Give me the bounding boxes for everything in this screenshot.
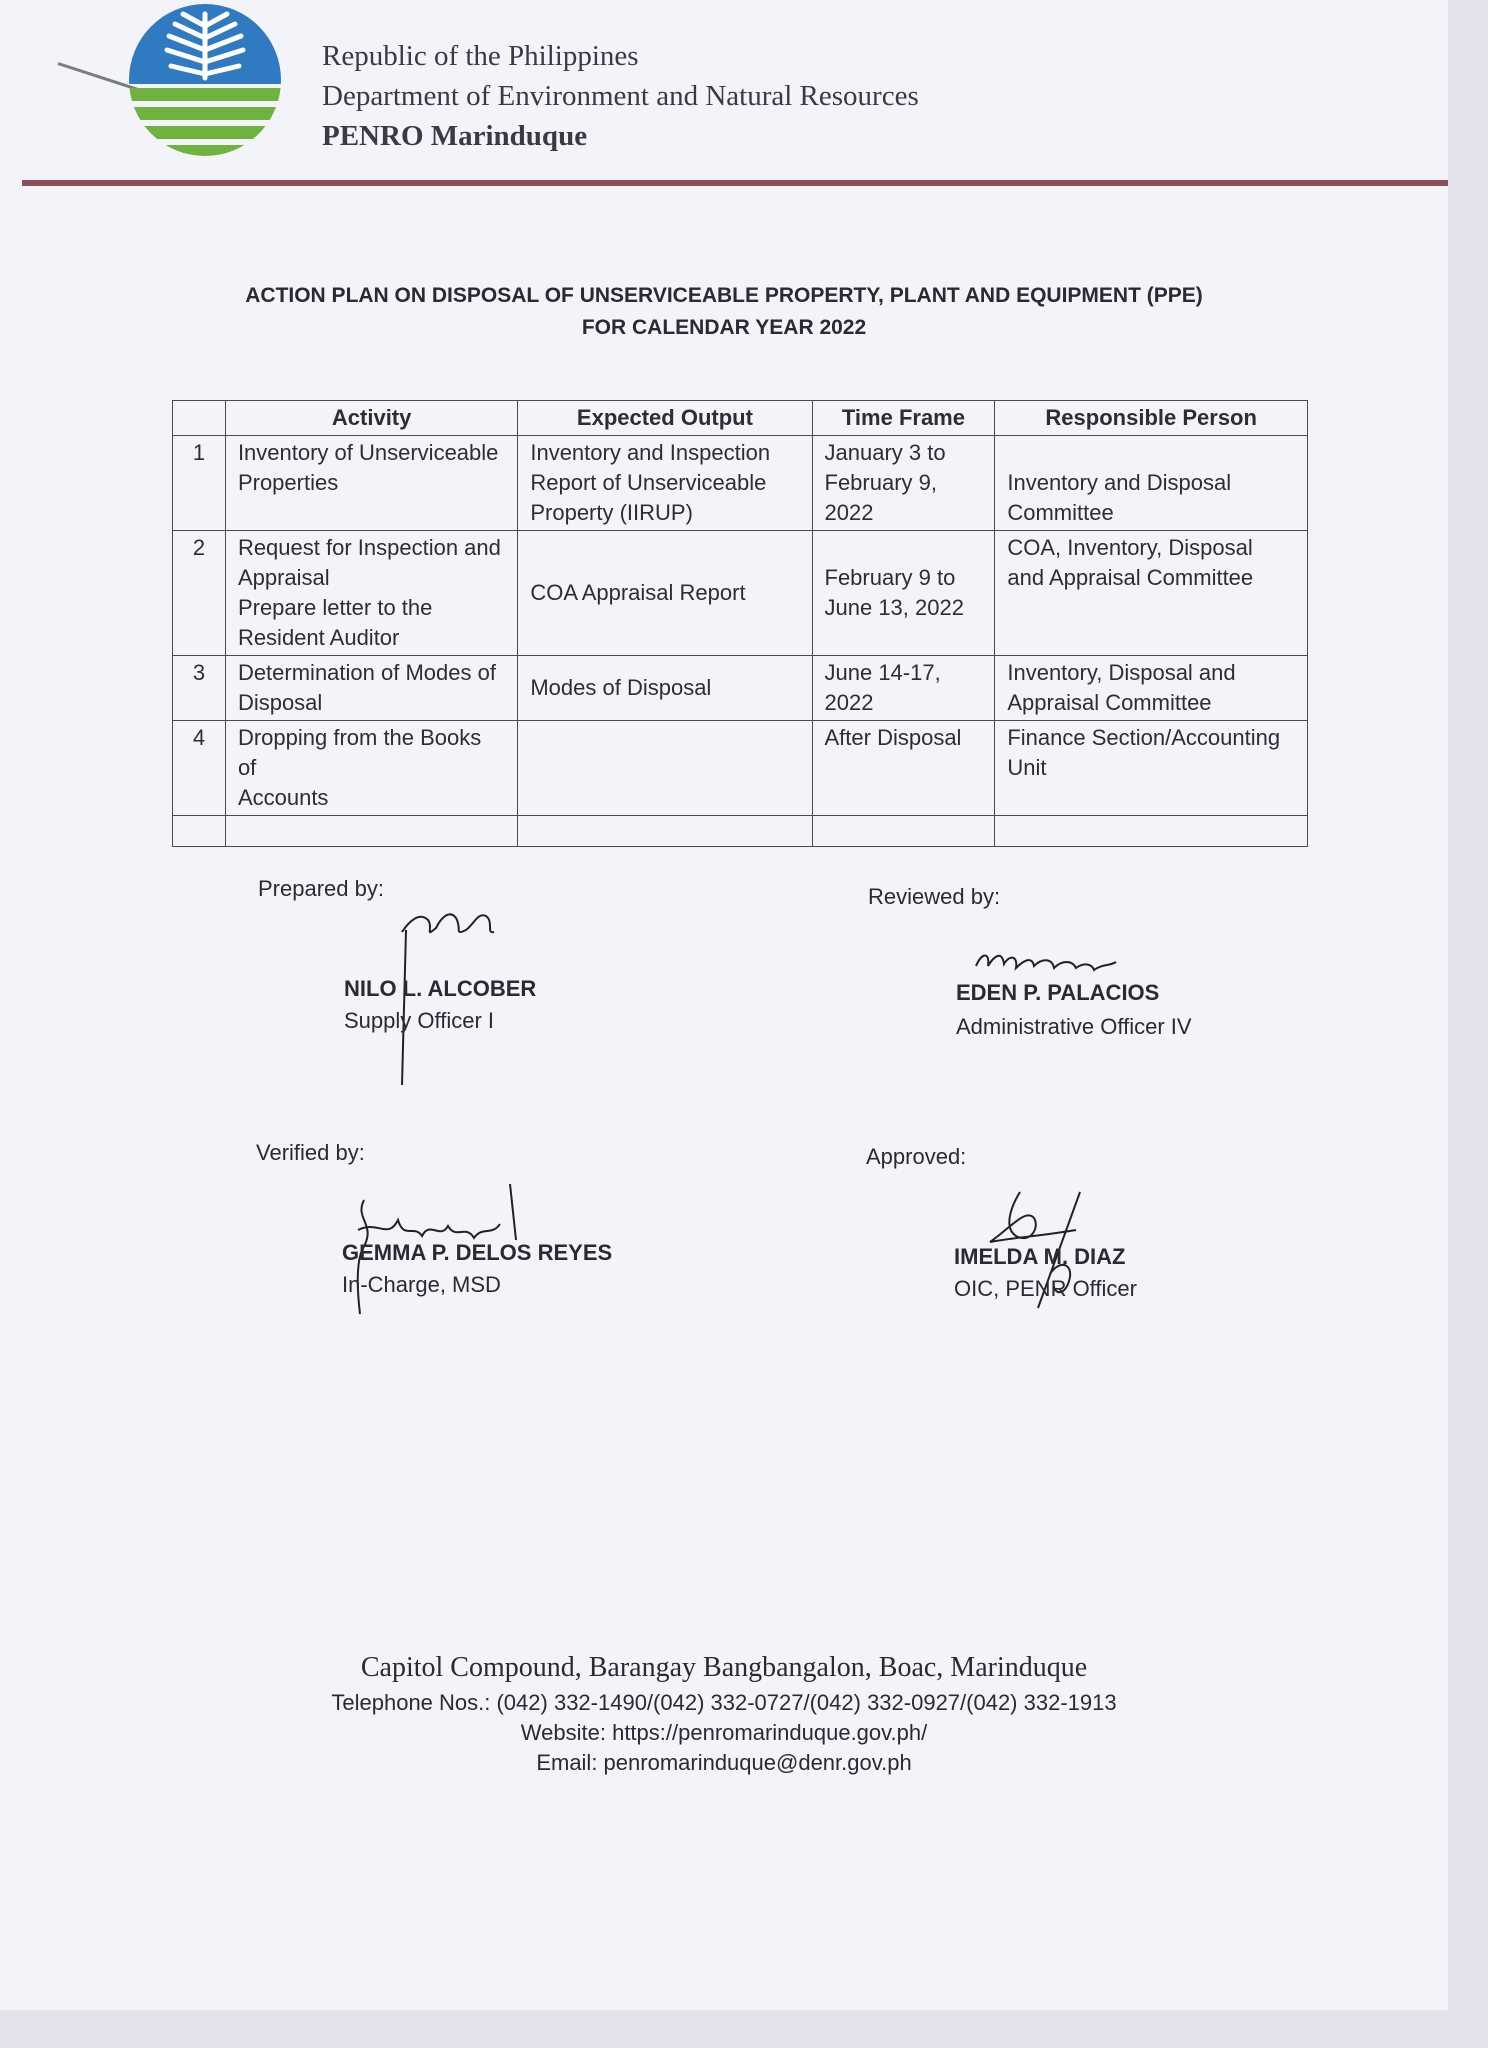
row-num: 4 [173, 721, 226, 816]
reviewed-by-label: Reviewed by: [868, 884, 1001, 909]
table-row [173, 531, 1308, 656]
row-responsible: COA, Inventory, Disposal and Appraisal Committee [995, 531, 1308, 656]
document-subtitle: FOR CALENDAR YEAR 2022 [581, 316, 867, 339]
approved-label: Approved: [866, 1144, 967, 1169]
row-output: Inventory and Inspection Report of Unserviceable Property (IIRUP) [518, 436, 812, 531]
row-num: 3 [173, 656, 226, 721]
row-time: February 9 to June 13, 2022 [812, 531, 995, 656]
table-row [173, 656, 1308, 721]
action-plan-table [172, 400, 1308, 847]
row-output: COA Appraisal Report [518, 531, 812, 656]
verified-by-label: Verified by: [256, 1140, 365, 1165]
approved-name: IMELDA M. DIAZ [954, 1244, 1126, 1269]
row-time: January 3 to February 9, 2022 [812, 436, 995, 531]
row-activity: Determination of Modes of Disposal [225, 656, 517, 721]
row-activity: Inventory of Unserviceable Properties [225, 436, 517, 531]
row-responsible: Finance Section/Accounting Unit [995, 721, 1308, 816]
header-responsible-person: Responsible Person [995, 401, 1308, 436]
header-expected-output: Expected Output [518, 401, 812, 436]
table-row [173, 721, 1308, 816]
footer-address: Capitol Compound, Barangay Bangbangalon, Boac, Marinduque [360, 1652, 1088, 1683]
footer-email: Email: penromarinduque@denr.gov.ph [536, 1750, 912, 1775]
denr-logo-icon [125, 0, 285, 160]
agency-header [322, 36, 919, 156]
table-row-empty [173, 816, 1308, 847]
row-time: June 14-17, 2022 [812, 656, 995, 721]
row-output: Modes of Disposal [518, 656, 812, 721]
reviewed-by-position: Administrative Officer IV [956, 1014, 1192, 1039]
table-header-row [173, 401, 1308, 436]
row-time: After Disposal [812, 721, 995, 816]
footer-website: Website: https://penromarinduque.gov.ph/ [520, 1720, 928, 1745]
header-department: Department of Environment and Natural Resources [322, 80, 919, 112]
prepared-by-label: Prepared by: [258, 876, 384, 901]
row-num: 1 [173, 436, 226, 531]
verified-by-name: GEMMA P. DELOS REYES [342, 1240, 613, 1265]
table-row [173, 436, 1308, 531]
header-office: PENRO Marinduque [322, 120, 588, 152]
header-divider [22, 180, 1448, 186]
approved-position: OIC, PENR Officer [954, 1276, 1137, 1301]
scan-edge-bottom [0, 2010, 1488, 2048]
header-num [173, 401, 226, 436]
document-title: ACTION PLAN ON DISPOSAL OF UNSERVICEABLE PROPERTY, PLANT AND EQUIPMENT (PPE) [245, 284, 1203, 307]
header-activity: Activity [225, 401, 517, 436]
row-responsible: Inventory and Disposal Committee [995, 436, 1308, 531]
header-time-frame: Time Frame [812, 401, 995, 436]
signature-reviewed-icon [972, 942, 1122, 982]
row-activity: Request for Inspection and Appraisal Prepare letter to the Resident Auditor [225, 531, 517, 656]
prepared-by-name: NILO L. ALCOBER [344, 976, 537, 1001]
footer-telephone: Telephone Nos.: (042) 332-1490/(042) 332-0727/(042) 332-0927/(042) 332-1913 [331, 1690, 1117, 1715]
header-republic: Republic of the Philippines [322, 40, 639, 72]
row-activity: Dropping from the Books of Accounts [225, 721, 517, 816]
verified-by-position: In-Charge, MSD [342, 1272, 501, 1297]
prepared-by-position: Supply Officer I [344, 1008, 494, 1033]
row-responsible: Inventory, Disposal and Appraisal Committee [995, 656, 1308, 721]
row-num: 2 [173, 531, 226, 656]
reviewed-by-name: EDEN P. PALACIOS [956, 980, 1160, 1005]
row-output [518, 721, 812, 816]
